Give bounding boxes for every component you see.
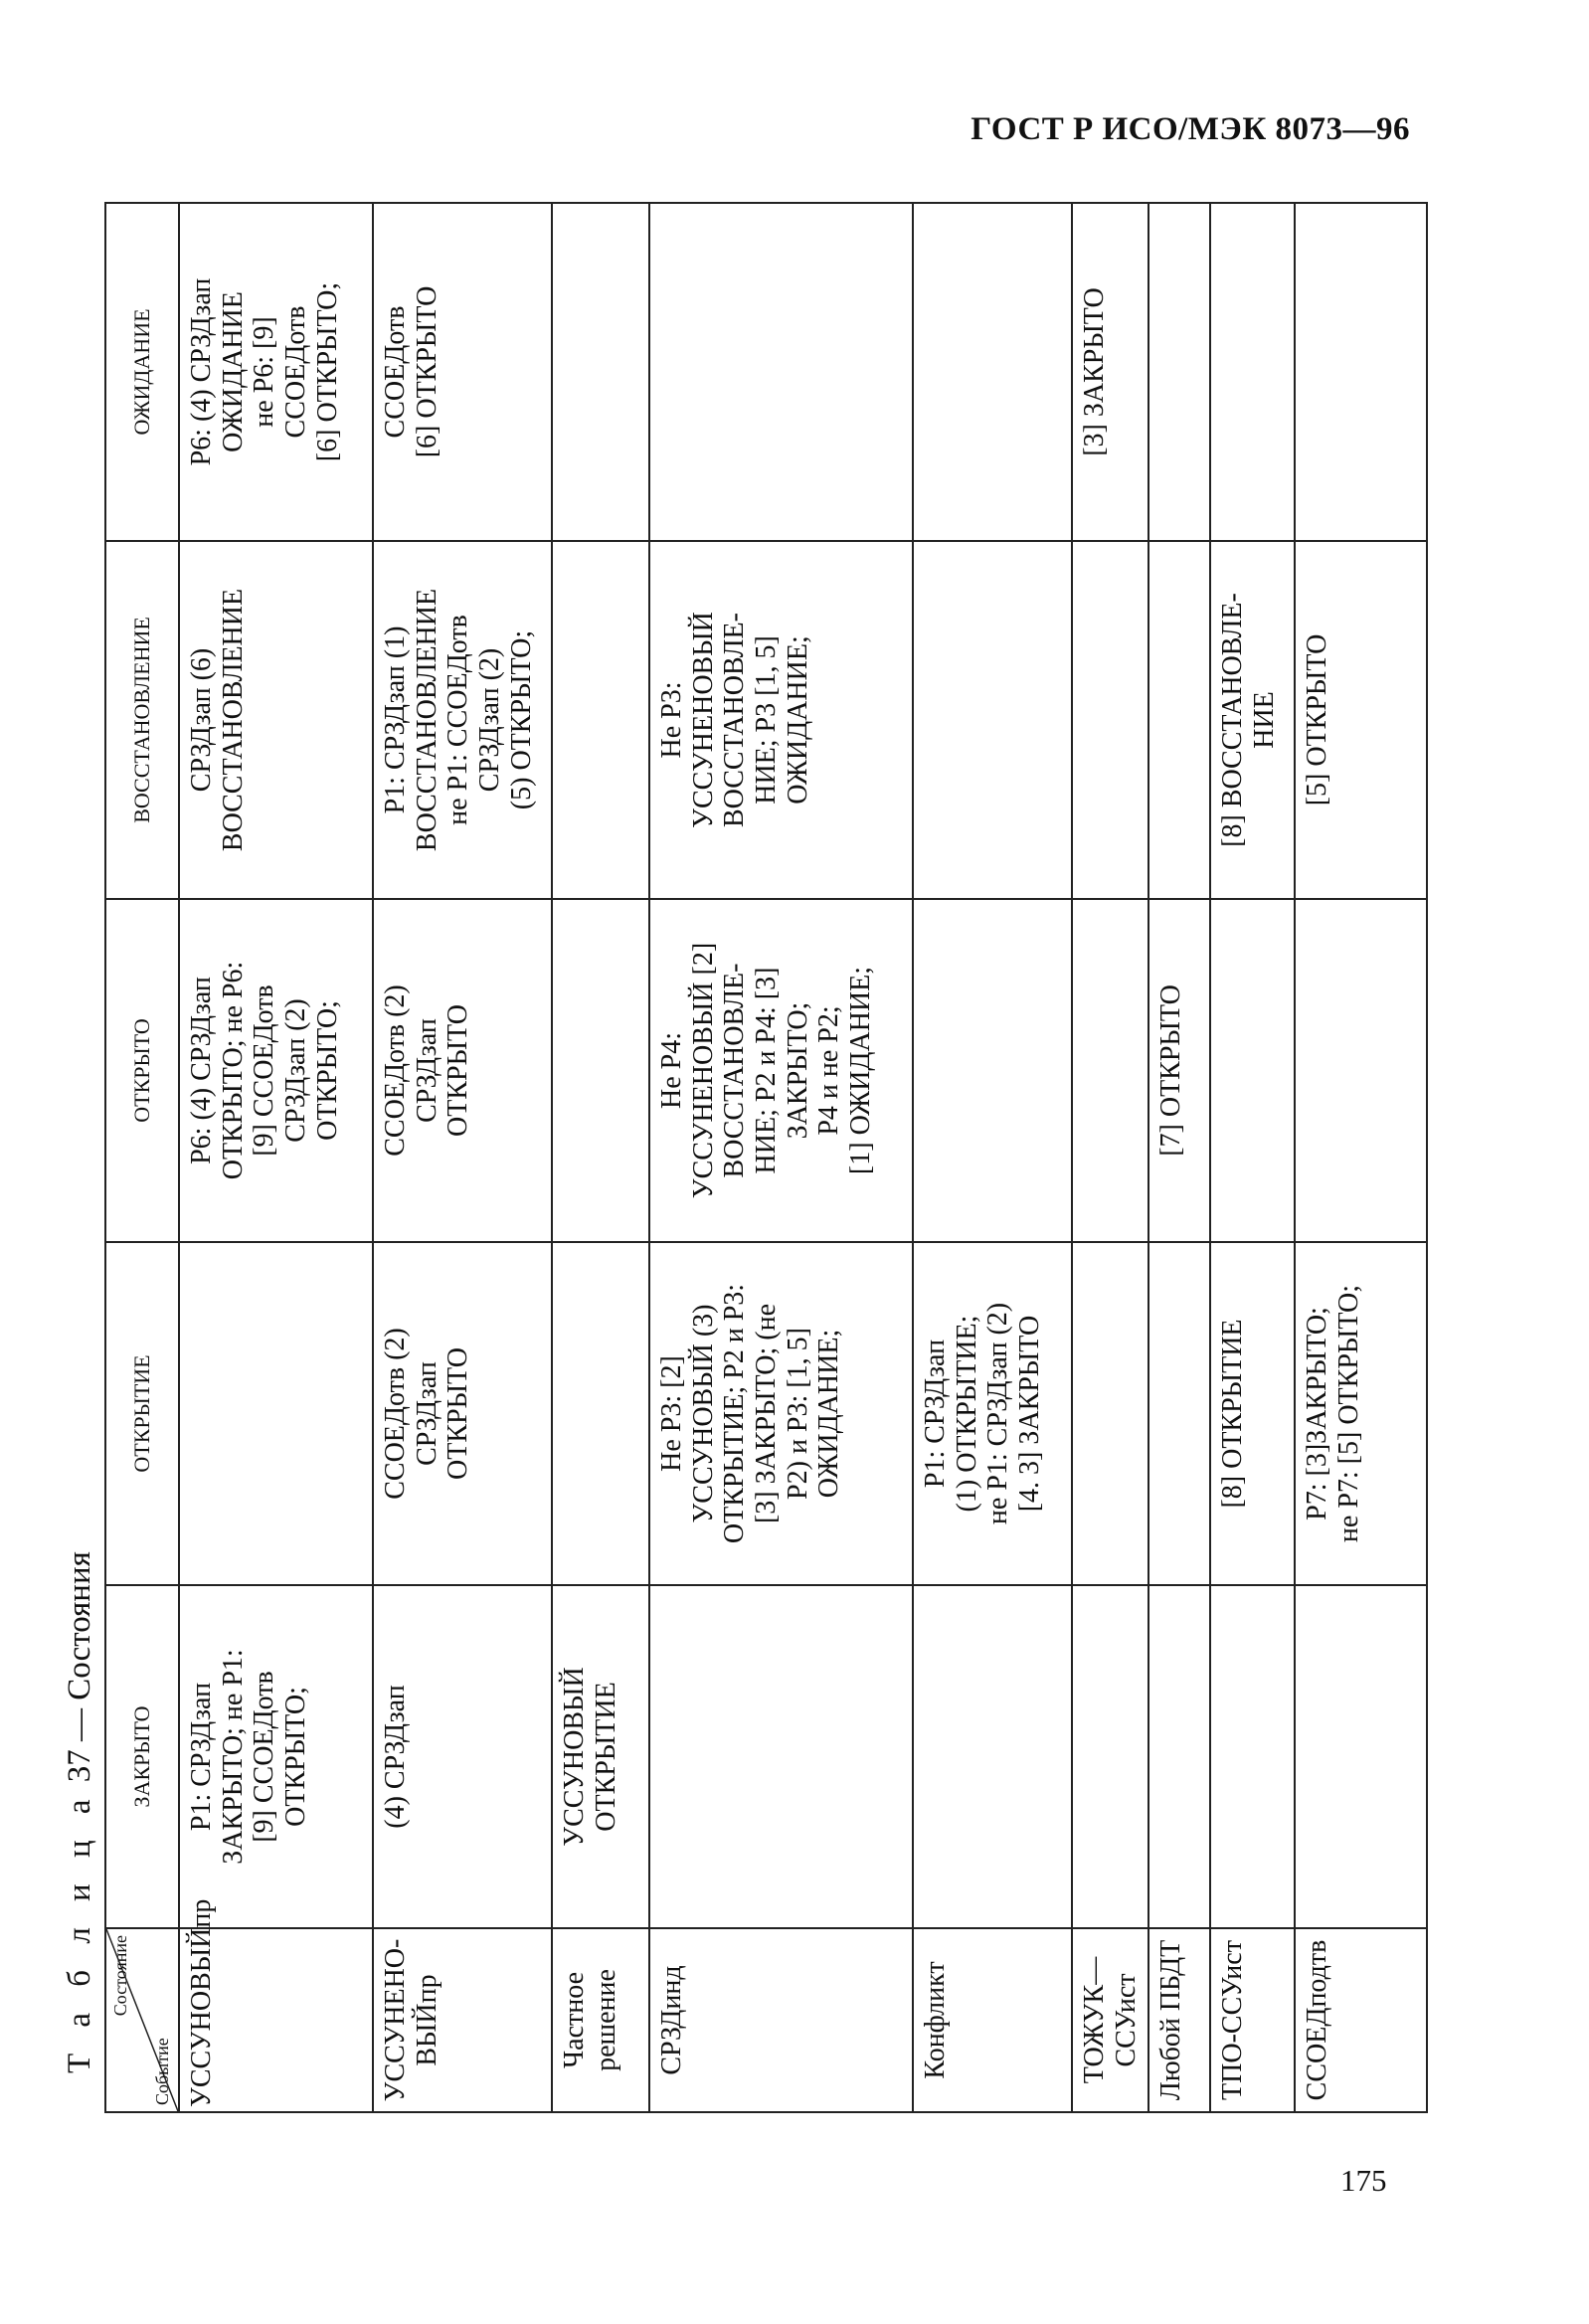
state-cell bbox=[1210, 1585, 1295, 1928]
event-cell: Частное решение bbox=[552, 1928, 649, 2112]
state-cell: УССУНОВЫЙ ОТКРЫТИЕ bbox=[552, 1585, 649, 1928]
caption-title: — Состояния bbox=[62, 1551, 97, 1741]
state-cell bbox=[552, 203, 649, 541]
event-cell: УССУНОВЫЙпр bbox=[179, 1928, 373, 2112]
document-header: ГОСТ Р ИСО/МЭК 8073—96 bbox=[971, 111, 1410, 147]
state-cell: ССОЕДотв (2) СРЗДзап ОТКРЫТО bbox=[373, 1242, 552, 1585]
state-cell bbox=[913, 1585, 1072, 1928]
table-row bbox=[649, 203, 913, 2112]
column-header: ОЖИДАНИЕ bbox=[105, 203, 179, 541]
table-caption bbox=[55, 1551, 104, 2073]
state-cell bbox=[1295, 203, 1427, 541]
caption-prefix: Т а б л и ц а bbox=[62, 1790, 97, 2073]
state-cell bbox=[1148, 1242, 1210, 1585]
state-cell bbox=[552, 1242, 649, 1585]
state-cell bbox=[913, 541, 1072, 899]
state-cell bbox=[1072, 541, 1148, 899]
state-cell bbox=[552, 541, 649, 899]
state-cell bbox=[1295, 899, 1427, 1242]
rotated-table-block bbox=[55, 204, 1407, 2113]
state-cell bbox=[179, 1242, 373, 1585]
column-header: ЗАКРЫТО bbox=[105, 1585, 179, 1928]
state-cell: Не Р3: [2] УССУНОВЫЙ (3) ОТКРЫТИЕ; Р2 и Р3: [3] ЗАКРЫТО; (не Р2) и Р3: [1, 5] ОЖИДАНИЕ; bbox=[649, 1242, 913, 1585]
state-cell bbox=[1072, 1242, 1148, 1585]
state-cell bbox=[1210, 899, 1295, 1242]
table-row bbox=[1148, 203, 1210, 2112]
state-cell: Р1: СРЗДзап ЗАКРЫТО; не Р1: [9] ССОЕДотв ОТКРЫТО; bbox=[179, 1585, 373, 1928]
column-header: ВОССТАНОВЛЕНИЕ bbox=[105, 541, 179, 899]
event-cell: СРЗДинд bbox=[649, 1928, 913, 2112]
state-cell: СРЗДзап (6) ВОССТАНОВЛЕНИЕ bbox=[179, 541, 373, 899]
state-cell bbox=[1072, 1585, 1148, 1928]
state-cell: Не Р4: УССУНЕНОВЫЙ [2] ВОССТАНОВЛЕ- НИЕ; Р2 и Р4: [3] ЗАКРЫТО; Р4 и не Р2; [1] ОЖИДАНИЕ; bbox=[649, 899, 913, 1242]
state-cell bbox=[649, 203, 913, 541]
states-table bbox=[104, 202, 1428, 2113]
column-header: ОТКРЫТО bbox=[105, 899, 179, 1242]
state-cell bbox=[1148, 541, 1210, 899]
corner-cell bbox=[105, 1928, 179, 2112]
state-cell: [5] ОТКРЫТО bbox=[1295, 541, 1427, 899]
caption-number: 37 bbox=[62, 1749, 97, 1783]
table-row bbox=[913, 203, 1072, 2112]
state-cell bbox=[913, 203, 1072, 541]
table-row bbox=[1295, 203, 1427, 2112]
state-cell: [8] ОТКРЫТИЕ bbox=[1210, 1242, 1295, 1585]
state-cell: Р6: (4) СРЗДзап ОЖИДАНИЕ не Р6: [9] ССОЕДотв [6] ОТКРЫТО; bbox=[179, 203, 373, 541]
event-cell: Любой ПБДТ bbox=[1148, 1928, 1210, 2112]
state-cell: Р1: СРЗДзап (1) ВОССТАНОВЛЕНИЕ не Р1: ССОЕДотв СРЗДзап (2) (5) ОТКРЫТО; bbox=[373, 541, 552, 899]
header-row bbox=[105, 203, 179, 2112]
state-cell: [8] ВОССТАНОВЛЕ- НИЕ bbox=[1210, 541, 1295, 899]
state-cell: Р6: (4) СРЗДзап ОТКРЫТО; не Р6: [9] ССОЕДотв СРЗДзап (2) ОТКРЫТО; bbox=[179, 899, 373, 1242]
event-cell: УССУНЕНО- ВЫЙпр bbox=[373, 1928, 552, 2112]
table-row bbox=[373, 203, 552, 2112]
state-cell bbox=[649, 1585, 913, 1928]
table-row bbox=[1210, 203, 1295, 2112]
event-cell: ССОЕДподтв bbox=[1295, 1928, 1427, 2112]
event-cell: Конфликт bbox=[913, 1928, 1072, 2112]
table-row bbox=[1072, 203, 1148, 2112]
state-cell bbox=[552, 899, 649, 1242]
state-cell bbox=[1210, 203, 1295, 541]
corner-state-label: Состояние bbox=[110, 1935, 130, 2017]
state-cell: ССОЕДотв [6] ОТКРЫТО bbox=[373, 203, 552, 541]
table-row bbox=[179, 203, 373, 2112]
state-cell: Не Р3: УССУНЕНОВЫЙ ВОССТАНОВЛЕ- НИЕ; Р3 [1, 5] ОЖИДАНИЕ; bbox=[649, 541, 913, 899]
event-cell: ТОЖУК—ССУист bbox=[1072, 1928, 1148, 2112]
state-cell bbox=[1148, 1585, 1210, 1928]
table-row bbox=[552, 203, 649, 2112]
corner-event-label: Событие bbox=[151, 2038, 172, 2105]
state-cell: Р1: СРЗДзап (1) ОТКРЫТИЕ; не Р1: СРЗДзап (2) [4. 3] ЗАКРЫТО bbox=[913, 1242, 1072, 1585]
state-cell: ССОЕДотв (2) СРЗДзап ОТКРЫТО bbox=[373, 899, 552, 1242]
state-cell bbox=[1295, 1585, 1427, 1928]
state-cell bbox=[1072, 899, 1148, 1242]
page-number: 175 bbox=[1340, 2163, 1387, 2198]
state-cell: (4) СРЗДзап bbox=[373, 1585, 552, 1928]
state-cell: [3] ЗАКРЫТО bbox=[1072, 203, 1148, 541]
event-cell: ТПО-ССУист bbox=[1210, 1928, 1295, 2112]
column-header: ОТКРЫТИЕ bbox=[105, 1242, 179, 1585]
state-cell bbox=[913, 899, 1072, 1242]
state-cell bbox=[1148, 203, 1210, 541]
state-cell: [7] ОТКРЫТО bbox=[1148, 899, 1210, 1242]
state-cell: Р7: [3]ЗАКРЫТО; не Р7: [5] ОТКРЫТО; bbox=[1295, 1242, 1427, 1585]
